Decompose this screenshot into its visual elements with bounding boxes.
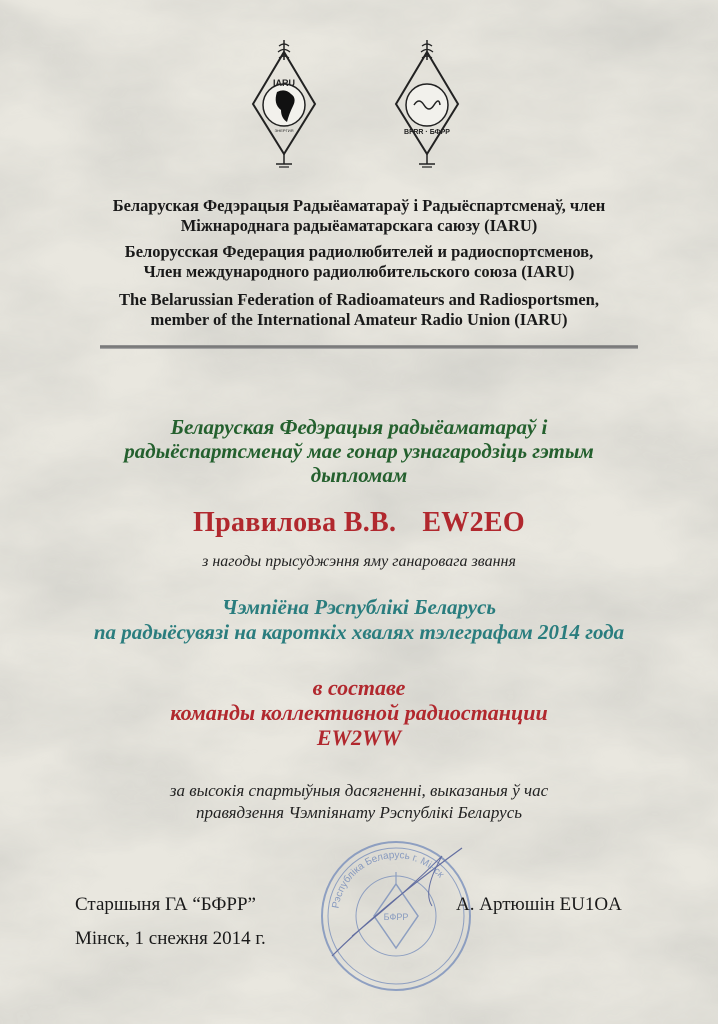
- header-en-line2: member of the International Amateur Radio Union (IARU): [150, 310, 568, 329]
- chairman-label: Старшыня ГА “БФРР”: [75, 894, 256, 915]
- champion-title-line2: па радыёсувязі на кароткіх хвалях тэлеграфам 2014 года: [93, 620, 625, 644]
- award-intro-line3: дыпломам: [310, 463, 408, 487]
- header-russian: [0, 242, 718, 282]
- occasion-text: з нагоды прысуджэння яму ганаровага звання: [202, 553, 516, 570]
- award-intro-line2: радыёспартсменаў мае гонар узнагародзіць гэтым: [124, 439, 594, 463]
- iaru-africa-diamond-icon: [251, 38, 317, 168]
- reason-line2: правядзення Чэмпіянату Рэспублікі Беларусь: [195, 803, 523, 822]
- svg-text:ЭНЕРГИЯ: ЭНЕРГИЯ: [274, 128, 294, 133]
- stamp-seal-icon: [312, 836, 480, 996]
- champion-title-line1: Чэмпіёна Рэспублікі Беларусь: [221, 595, 496, 619]
- team-line2: команды коллективной радиостанции: [170, 700, 548, 725]
- reason-text: [0, 780, 718, 824]
- header-divider: [100, 345, 638, 349]
- award-intro-line1: Беларуская Федэрацыя радыёаматараў і: [170, 415, 548, 439]
- recipient: [0, 507, 718, 539]
- iaru-logo: [251, 38, 317, 168]
- header-en-line1: The Belarussian Federation of Radioamateurs and Radiosportsmen,: [119, 290, 599, 309]
- svg-text:Рэспубліка Беларусь г. Мінск: Рэспубліка Беларусь г. Мінск: [330, 849, 446, 910]
- bfrr-logo: [394, 38, 460, 168]
- recipient-callsign: EW2EO: [422, 507, 525, 538]
- reason-line1: за высокія спартыўныя дасягненні, выказаныя ў час: [169, 781, 549, 800]
- header-by-line2: Міжнароднага радыёаматарскага саюзу (IARU): [180, 216, 538, 235]
- recipient-name: Правилова В.В.: [193, 507, 397, 538]
- header-ru-line2: Член международного радиолюбительского союза (IARU): [143, 262, 575, 281]
- header-belarusian: [0, 196, 718, 236]
- svg-text:BFRR · БФРР: BFRR · БФРР: [404, 129, 450, 136]
- header-english: [0, 290, 718, 330]
- award-intro: [0, 415, 718, 487]
- svg-text:БФРР: БФРР: [383, 912, 409, 922]
- header-ru-line1: Белорусская Федерация радиолюбителей и радиоспортсменов,: [124, 242, 594, 261]
- place-date: Мінск, 1 снежня 2014 г.: [75, 928, 266, 949]
- team-info: [0, 675, 718, 750]
- official-stamp: [312, 836, 480, 996]
- team-callsign: EW2WW: [316, 725, 402, 750]
- svg-text:IARU: IARU: [273, 78, 295, 88]
- team-line1: в составе: [312, 675, 406, 700]
- bfrr-diamond-icon: [394, 38, 460, 168]
- chairman-name: А. Артюшін EU1OA: [456, 894, 622, 915]
- champion-title: [0, 595, 718, 645]
- header-by-line1: Беларуская Федэрацыя Радыёаматараў і Радыёспартсменаў, член: [112, 196, 606, 215]
